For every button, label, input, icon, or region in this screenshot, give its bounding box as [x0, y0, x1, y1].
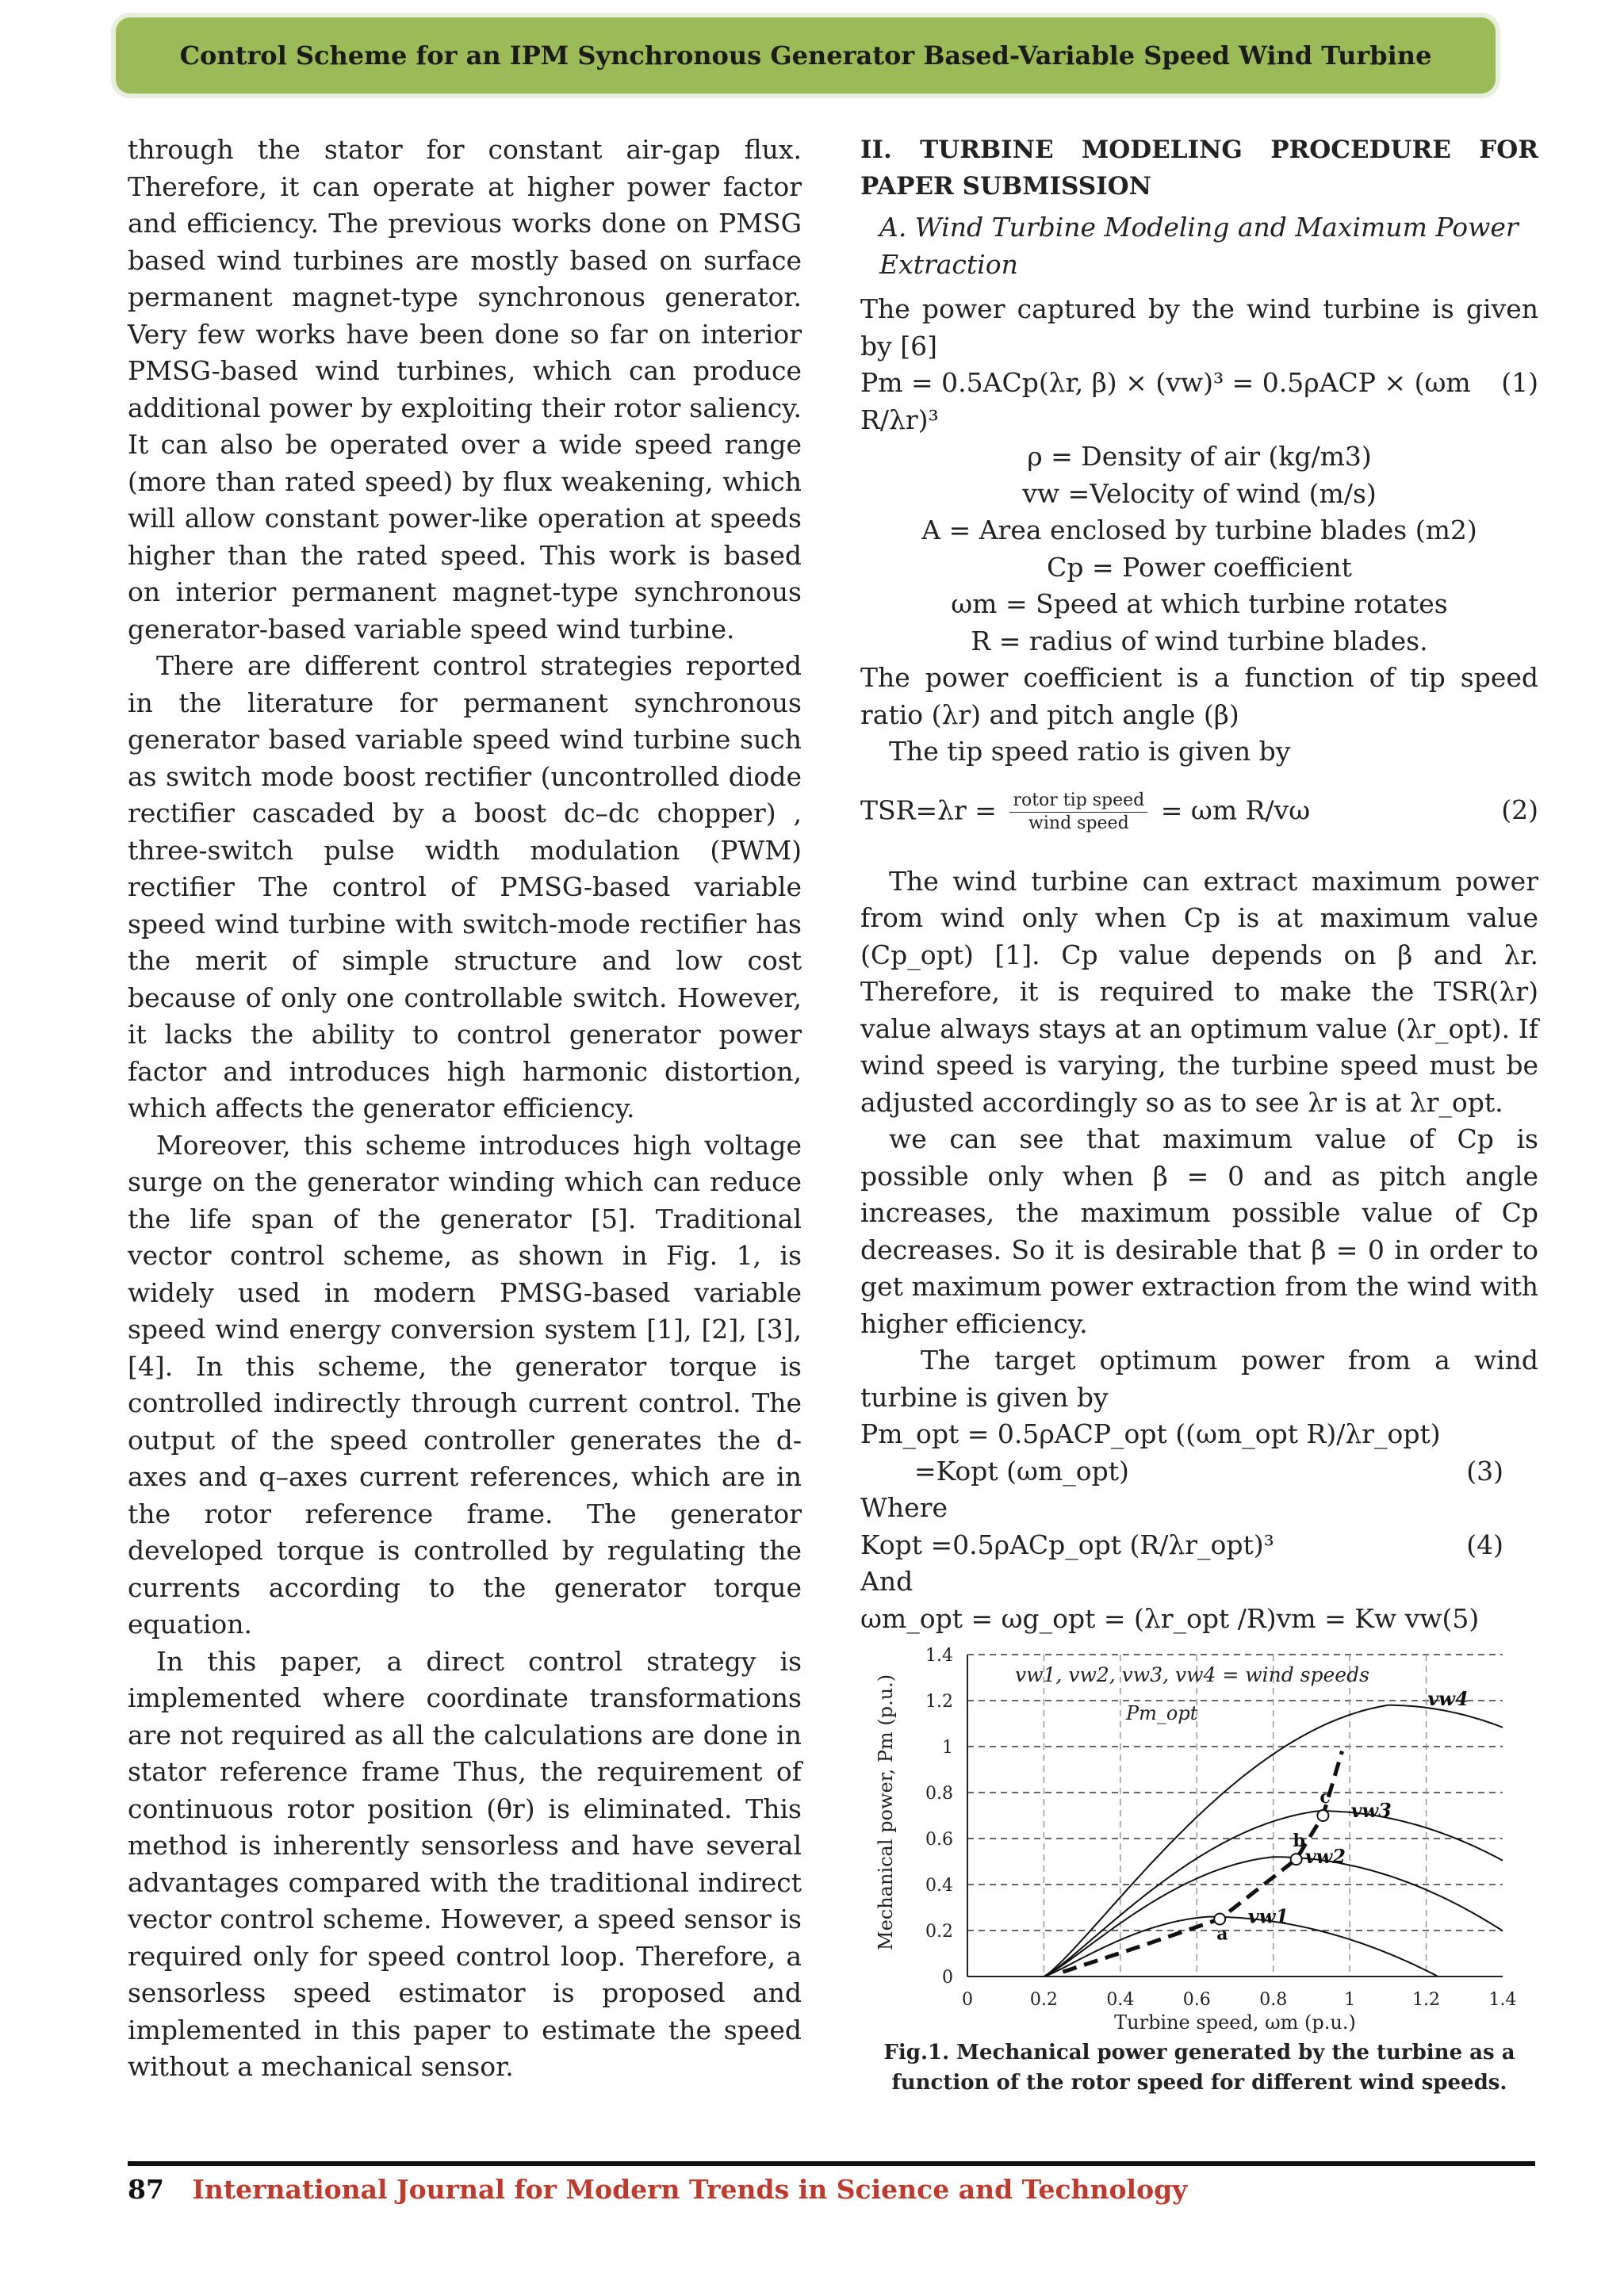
and-text: And — [860, 1566, 914, 1597]
x-tick-label: 1.2 — [1412, 1990, 1441, 2010]
def-radius: R = radius of wind turbine blades. — [971, 625, 1428, 656]
x-tick-label: 1.4 — [1488, 1990, 1517, 2010]
page-footer — [128, 2174, 1187, 2205]
left-column — [128, 132, 802, 2086]
intro-text: The power captured by the wind turbine is given by [6] — [860, 293, 1538, 362]
figure-caption: Fig.1. Mechanical power generated by the turbine as a function of the rotor speed for different wind speeds. — [883, 2041, 1515, 2095]
running-header — [116, 17, 1496, 94]
series-label-vw3: vw3 — [1350, 1799, 1392, 1823]
operating-point-b — [1291, 1854, 1302, 1865]
y-tick-label: 0.2 — [925, 1922, 953, 1942]
equation-4: Kopt =0.5ρACp_opt (R/λr_opt)³ (4) — [860, 1529, 1503, 1560]
footer-rule — [128, 2161, 1535, 2166]
equation-5: ωm_opt = ωg_opt = (λr_opt /R)vm = Kw vw(5) — [860, 1602, 1480, 1634]
operating-point-a — [1214, 1914, 1225, 1925]
y-tick-label: 0.8 — [925, 1784, 953, 1804]
y-axis-label: Mechanical power, Pm (p.u.) — [875, 1674, 897, 1950]
y-tick-label: 1.2 — [925, 1692, 953, 1712]
y-tick-label: 0.6 — [925, 1830, 953, 1850]
def-wm: ωm = Speed at which turbine rotates — [951, 588, 1448, 619]
extract-paragraph: The wind turbine can extract maximum power from wind only when Cp is at maximum value (Cp_opt) [1]. Cp value depends on β and λr. Therefore, it is required to make the TSR(λr) value always stays at an optimum value (λr_opt). If wind speed is varying, the turbine speed must be adjusted accordingly so as to see λr is at λr_opt. — [860, 865, 1538, 1118]
subsection-title: A. Wind Turbine Modeling and Maximum Power Extraction — [879, 212, 1519, 280]
y-tick-label: 0.4 — [925, 1876, 953, 1896]
left-paragraph-3: Moreover, this scheme introduces high voltage surge on the generator winding which can reduce the life span of the generator [5]. Traditional vector control scheme, as shown in Fig. 1, is widely used in modern PMSG-based variable speed wind energy conversion system [1], [2], [3], [4]. In this scheme, the generator torque is controlled indirectly through current control. The output of the speed controller generates the d-axes and q–axes current references, which are in the rotor reference frame. The generator developed torque is controlled by regulating the currents according to the generator torque equation. — [128, 1129, 802, 1640]
y-tick-label: 1.4 — [925, 1646, 953, 1666]
equation-2: TSR=λr = $\frac{\text{rotor tip speed}}{\text{wind speed}}$ = ωm R/vω (2) — [860, 790, 1538, 833]
where-text: Where — [860, 1492, 948, 1523]
equation-3a: Pm_opt = 0.5ρACP_opt ((ωm_opt R)/λr_opt) — [860, 1418, 1441, 1449]
header-title: Control Scheme for an IPM Synchronous Generator Based-Variable Speed Wind Turbine — [179, 40, 1432, 71]
x-tick-label: 0 — [962, 1990, 973, 2010]
tsr-intro: The tip speed ratio is given by — [889, 736, 1291, 767]
right-column — [860, 132, 1538, 1637]
operating-point-label-c: c — [1320, 1787, 1331, 1808]
chart-legend: vw1, vw2, vw3, vw4 = wind speeds — [1015, 1663, 1369, 1686]
def-area: A = Area enclosed by turbine blades (m2) — [921, 515, 1477, 545]
x-tick-label: 1 — [1344, 1990, 1356, 2010]
equation-3b: =Kopt (ωm_opt) (3) — [914, 1455, 1503, 1487]
page-number: 87 — [128, 2174, 164, 2205]
x-tick-label: 0.8 — [1259, 1990, 1288, 2010]
operating-point-label-b: b — [1293, 1831, 1306, 1852]
def-cp: Cp = Power coefficient — [1047, 551, 1352, 583]
left-paragraph-4: In this paper, a direct control strategy is implemented where coordinate transformations are not required as all the calculations are done in stator reference frame Thus, the requirement of continuous rotor position (θr) is eliminated. This method is inherently sensorless and have several advantages compared with the traditional indirect vector control scheme. However, a speed sensor is required only for speed control loop. Therefore, a sensorless speed estimator is proposed and implemented in this paper to estimate the speed without a mechanical sensor. — [128, 1645, 802, 2082]
series-label-vw2: vw2 — [1304, 1845, 1346, 1869]
left-paragraph-1: through the stator for constant air-gap flux. Therefore, it can operate at higher power factor and efficiency. The previous works done on PMSG based wind turbines are mostly based on surface permanent magnet-type synchronous generator. Very few works have been done so far on interior PMSG-based wind turbines, which can produce additional power by exploiting their rotor saliency. It can also be operated over a wide speed range (more than rated speed) by flux weakening, which will allow constant power-like operation at speeds higher than the rated speed. This work is based on interior permanent magnet-type synchronous generator-based variable speed wind turbine. — [128, 134, 802, 645]
x-tick-label: 0.4 — [1106, 1990, 1135, 2010]
curve-vw1 — [1044, 1917, 1438, 1976]
y-tick-label: 1 — [942, 1738, 953, 1758]
def-vw: vw =Velocity of wind (m/s) — [1022, 477, 1377, 509]
x-tick-label: 0.6 — [1182, 1990, 1211, 2010]
power-speed-chart — [860, 1645, 1538, 2034]
journal-name: International Journal for Modern Trends in Science and Technology — [192, 2174, 1188, 2205]
target-paragraph: The target optimum power from a wind turbine is given by — [860, 1345, 1538, 1413]
equation-1: Pm = 0.5ACp(λr, β) × (vw)³ = 0.5ρACP × (ωm R/λr)³ (1) — [860, 367, 1538, 435]
max-cp-paragraph: we can see that maximum value of Cp is possible only when β = 0 and as pitch angle increases, the maximum possible value of Cp decreases. So it is desirable that β = 0 in order to get maximum power extraction from the wind with higher efficiency. — [860, 1123, 1538, 1339]
left-paragraph-2: There are different control strategies reported in the literature for permanent synchronous generator based variable speed wind turbine such as switch mode boost rectifier (uncontrolled diode rectifier cascaded by a boost dc–dc chopper) , three-switch pulse width modulation (PWM) rectifier The control of PMSG-based variable speed wind turbine with switch-mode rectifier has the merit of simple structure and low cost because of only one controllable switch. However, it lacks the ability to control generator power factor and introduces high harmonic distortion, which affects the generator efficiency. — [128, 650, 802, 1123]
operating-point-c — [1317, 1810, 1328, 1821]
y-tick-label: 0 — [942, 1968, 953, 1988]
series-label-vw1: vw1 — [1247, 1904, 1289, 1928]
tsr-fraction: $\frac{\text{rotor tip speed}}{\text{wind speed}}$ — [1009, 790, 1147, 835]
series-label-vw4: vw4 — [1427, 1686, 1469, 1710]
x-axis-label: Turbine speed, ωm (p.u.) — [1114, 2011, 1356, 2034]
pm-opt-label: Pm_opt — [1126, 1702, 1198, 1724]
def-rho: ρ = Density of air (kg/m3) — [1027, 441, 1372, 472]
section-title: II. TURBINE MODELING PROCEDURE FOR PAPER SUBMISSION — [860, 136, 1538, 201]
x-tick-label: 0.2 — [1029, 1990, 1058, 2010]
power-coefficient-text: The power coefficient is a function of tip speed ratio (λr) and pitch angle (β) — [860, 662, 1538, 730]
operating-point-label-a: a — [1216, 1923, 1228, 1945]
